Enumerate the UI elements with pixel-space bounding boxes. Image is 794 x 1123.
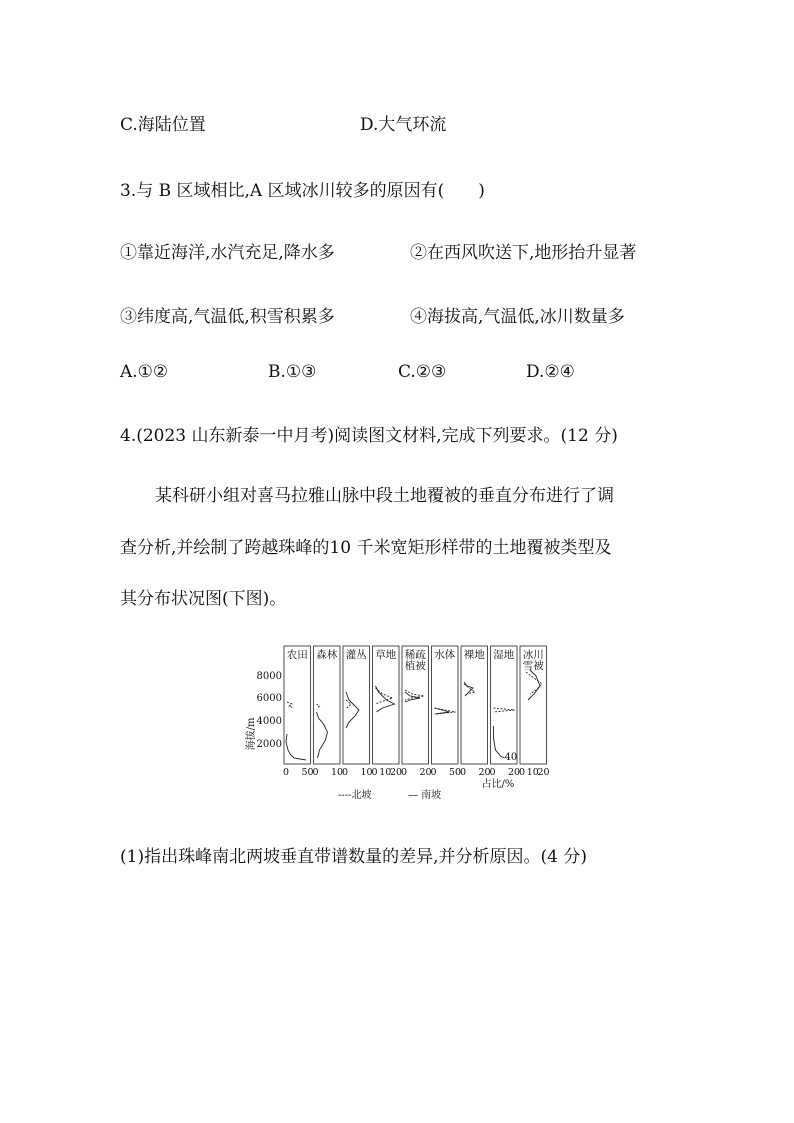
y-tick-label: 4000: [256, 716, 282, 727]
panel-annotation: 40: [504, 752, 518, 763]
paragraph-line-2: 查分析,并绘制了跨越珠峰的10 千米宽矩形样带的土地覆被类型及: [120, 538, 612, 558]
x-tick-label: 20: [419, 767, 432, 778]
panel-name: 灌丛: [345, 649, 367, 661]
x-tick-label: 0: [341, 767, 349, 778]
south-slope-line: [494, 726, 505, 758]
panel-name: 水体: [434, 649, 456, 661]
legend-south: — 南坡: [408, 790, 442, 801]
panel-name: 湿地: [493, 649, 515, 661]
x-tick-label: 20: [478, 767, 491, 778]
y-tick-label: 6000: [256, 693, 282, 704]
north-slope-line: [287, 702, 294, 708]
panel-frame: [432, 646, 459, 764]
paragraph-line-1: 某科研小组对喜马拉雅山脉中段土地覆被的垂直分布进行了调: [155, 486, 614, 506]
x-tick-label: 0: [518, 767, 526, 778]
south-slope-line: [405, 692, 420, 702]
option-3a: A.①②: [120, 362, 169, 382]
option-2d: D.大气环流: [360, 115, 447, 135]
statement-4: ④海拔高,气温低,冰川数量多: [410, 307, 625, 327]
option-2c: C.海陆位置: [120, 115, 206, 135]
x-tick-label: 10: [330, 767, 344, 778]
option-3d: D.②④: [526, 362, 575, 382]
paragraph-line-3: 其分布状况图(下图)。: [120, 589, 287, 609]
x-tick-label: 0: [282, 767, 290, 778]
x-tick-label: 0: [459, 767, 467, 778]
legend-north: ----北坡: [338, 790, 372, 801]
north-slope-line: [526, 672, 542, 694]
x-tick-label: 0: [371, 767, 378, 778]
statement-1: ①靠近海洋,水汽充足,降水多: [120, 243, 335, 263]
panel: [401, 646, 432, 778]
south-slope-line: [376, 686, 395, 712]
x-tick-label: 20: [537, 767, 550, 778]
panel-name: 农田: [286, 649, 308, 661]
sub-question-1: (1)指出珠峰南北两坡垂直带谱数量的差异,并分析原因。(4 分): [120, 847, 587, 867]
panel-name: 植被: [404, 660, 426, 672]
x-axis-label: 占比/%: [481, 779, 515, 790]
x-tick-label: 50: [448, 767, 462, 778]
north-slope-line: [317, 704, 320, 708]
statement-2: ②在西风吹送下,地形抬升显著: [410, 243, 637, 263]
north-slope-line: [405, 690, 424, 700]
land-cover-figure: [248, 642, 558, 802]
x-tick-label: 0: [489, 767, 496, 778]
panel: [430, 646, 461, 778]
south-slope-line: [286, 734, 306, 760]
north-slope-line: [464, 684, 475, 694]
x-tick-label: 20: [389, 767, 403, 778]
panel: [371, 646, 402, 778]
x-tick-label: 10: [379, 767, 392, 778]
south-slope-line: [346, 692, 359, 728]
panel: [283, 646, 314, 778]
panel: [460, 646, 491, 778]
option-3b: B.①③: [268, 362, 317, 382]
x-tick-label: 50: [301, 767, 314, 778]
question-4-stem: 4.(2023 山东新泰一中月考)阅读图文材料,完成下列要求。(12 分): [120, 426, 618, 446]
x-tick-label: 20: [507, 767, 521, 778]
panel: [342, 646, 373, 778]
panel-name: 森林: [316, 649, 338, 661]
statement-3: ③纬度高,气温低,积雪积累多: [120, 307, 335, 327]
panel-name: 雪被: [522, 660, 544, 672]
panel-frame: [284, 646, 311, 764]
south-slope-line: [317, 712, 328, 758]
north-slope-line: [494, 708, 515, 712]
y-tick-label: 2000: [256, 739, 282, 750]
panel: [519, 646, 550, 778]
x-tick-label: 0: [312, 767, 319, 778]
y-axis-label: 海拔/m: [246, 717, 257, 751]
panel: [312, 646, 343, 778]
panel-frame: [461, 646, 488, 764]
y-tick-label: 8000: [256, 671, 282, 682]
panel-name: 草地: [375, 649, 397, 661]
panel-frame: [343, 646, 370, 764]
panel-frame: [373, 646, 400, 764]
question-3-stem: 3.与 B 区域相比,A 区域冰川较多的原因有( ): [120, 181, 485, 201]
option-3c: C.②③: [398, 362, 447, 382]
x-tick-label: 0: [430, 767, 437, 778]
x-tick-label: 10: [526, 767, 539, 778]
panel-name: 裸地: [463, 649, 485, 661]
panel-name: 冰川: [522, 649, 544, 661]
panel: [489, 646, 520, 778]
x-tick-label: 0: [400, 767, 408, 778]
south-slope-line: [464, 682, 473, 696]
panel-name: 稀疏: [404, 649, 426, 661]
x-tick-label: 10: [360, 767, 373, 778]
